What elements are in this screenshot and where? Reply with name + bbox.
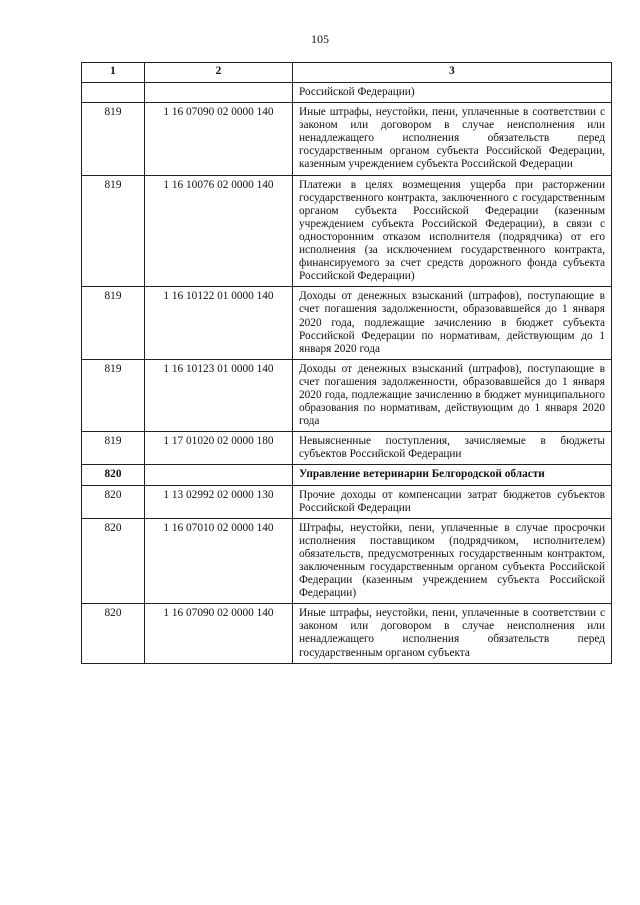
table-header-row [82, 63, 612, 83]
revenue-name-cell: Доходы от денежных взысканий (штрафов), поступающие в счет погашения задолженности, образовавшейся до 1 января 2020 года, подлежащие зачислению в бюджет субъекта Российской Федерации по нормативам, действующим до 1 января 2020 года [293, 287, 612, 359]
admin-code-cell [82, 83, 145, 103]
admin-code-cell: 820 [82, 485, 145, 518]
budget-code-cell: 1 16 10122 01 0000 140 [145, 287, 293, 359]
admin-code-cell: 819 [82, 175, 145, 287]
revenue-name-cell: Платежи в целях возмещения ущерба при расторжении государственного контракта, заключенного с государственным органом субъекта Российской Федерации (казенным учреждением субъекта Российской Федерации), в связи с односторонним отказом исполнителя (подрядчика) от его исполнения (за исключением государственного контракта, финансируемого за счет средств дорожного фонда субъекта Российской Федерации) [293, 175, 612, 287]
revenue-name-cell: Российской Федерации) [293, 83, 612, 103]
admin-code-cell: 819 [82, 359, 145, 431]
admin-code-cell: 819 [82, 287, 145, 359]
budget-code-cell: 1 17 01020 02 0000 180 [145, 432, 293, 465]
table-row [82, 518, 612, 604]
budget-code-cell [145, 83, 293, 103]
table-row [82, 175, 612, 287]
budget-code-cell: 1 16 07090 02 0000 140 [145, 604, 293, 663]
table-row [82, 359, 612, 431]
header-col-1: 1 [82, 63, 145, 83]
table-row [82, 103, 612, 175]
budget-code-cell: 1 16 10076 02 0000 140 [145, 175, 293, 287]
budget-code-cell: 1 16 07010 02 0000 140 [145, 518, 293, 604]
revenue-name-cell: Доходы от денежных взысканий (штрафов), поступающие в счет погашения задолженности, образовавшейся до 1 января 2020 года, подлежащие зачислению в бюджет муниципального образования по нормативам, действующим до 1 января 2020 года [293, 359, 612, 431]
revenue-codes-table [81, 62, 612, 664]
admin-code-cell: 820 [82, 518, 145, 604]
budget-code-cell: 1 16 10123 01 0000 140 [145, 359, 293, 431]
table-row [82, 604, 612, 663]
table-row [82, 485, 612, 518]
budget-code-cell: 1 16 07090 02 0000 140 [145, 103, 293, 175]
table-row [82, 432, 612, 465]
revenue-name-cell: Невыясненные поступления, зачисляемые в бюджеты субъектов Российской Федерации [293, 432, 612, 465]
revenue-name-cell: Штрафы, неустойки, пени, уплаченные в случае просрочки исполнения поставщиком (подрядчиком, исполнителем) обязательств, предусмотренных государственным контрактом, заключенным государственным органом субъекта Российской Федерации (казенным учреждением субъекта Российской Федерации) [293, 518, 612, 604]
table-row [82, 83, 612, 103]
section-row [82, 465, 612, 485]
admin-code-cell: 820 [82, 604, 145, 663]
page-number: 105 [311, 32, 329, 46]
budget-code-cell: 1 13 02992 02 0000 130 [145, 485, 293, 518]
revenue-name-cell: Прочие доходы от компенсации затрат бюджетов субъектов Российской Федерации [293, 485, 612, 518]
revenue-name-cell: Иные штрафы, неустойки, пени, уплаченные в соответствии с законом или договором в случае неисполнения или ненадлежащего исполнения обязательств перед государственным органом субъекта Российской Федерации, казенным учреждением субъекта Российской Федерации [293, 103, 612, 175]
admin-code-cell: 820 [82, 465, 145, 485]
admin-code-cell: 819 [82, 432, 145, 465]
header-col-2: 2 [145, 63, 293, 83]
revenue-name-cell: Иные штрафы, неустойки, пени, уплаченные в соответствии с законом или договором в случае неисполнения или ненадлежащего исполнения обязательств перед государственным органом субъекта [293, 604, 612, 663]
table-body [82, 83, 612, 664]
table-row [82, 287, 612, 359]
header-col-3: 3 [293, 63, 612, 83]
admin-code-cell: 819 [82, 103, 145, 175]
revenue-name-cell: Управление ветеринарии Белгородской области [293, 465, 612, 485]
budget-code-cell [145, 465, 293, 485]
